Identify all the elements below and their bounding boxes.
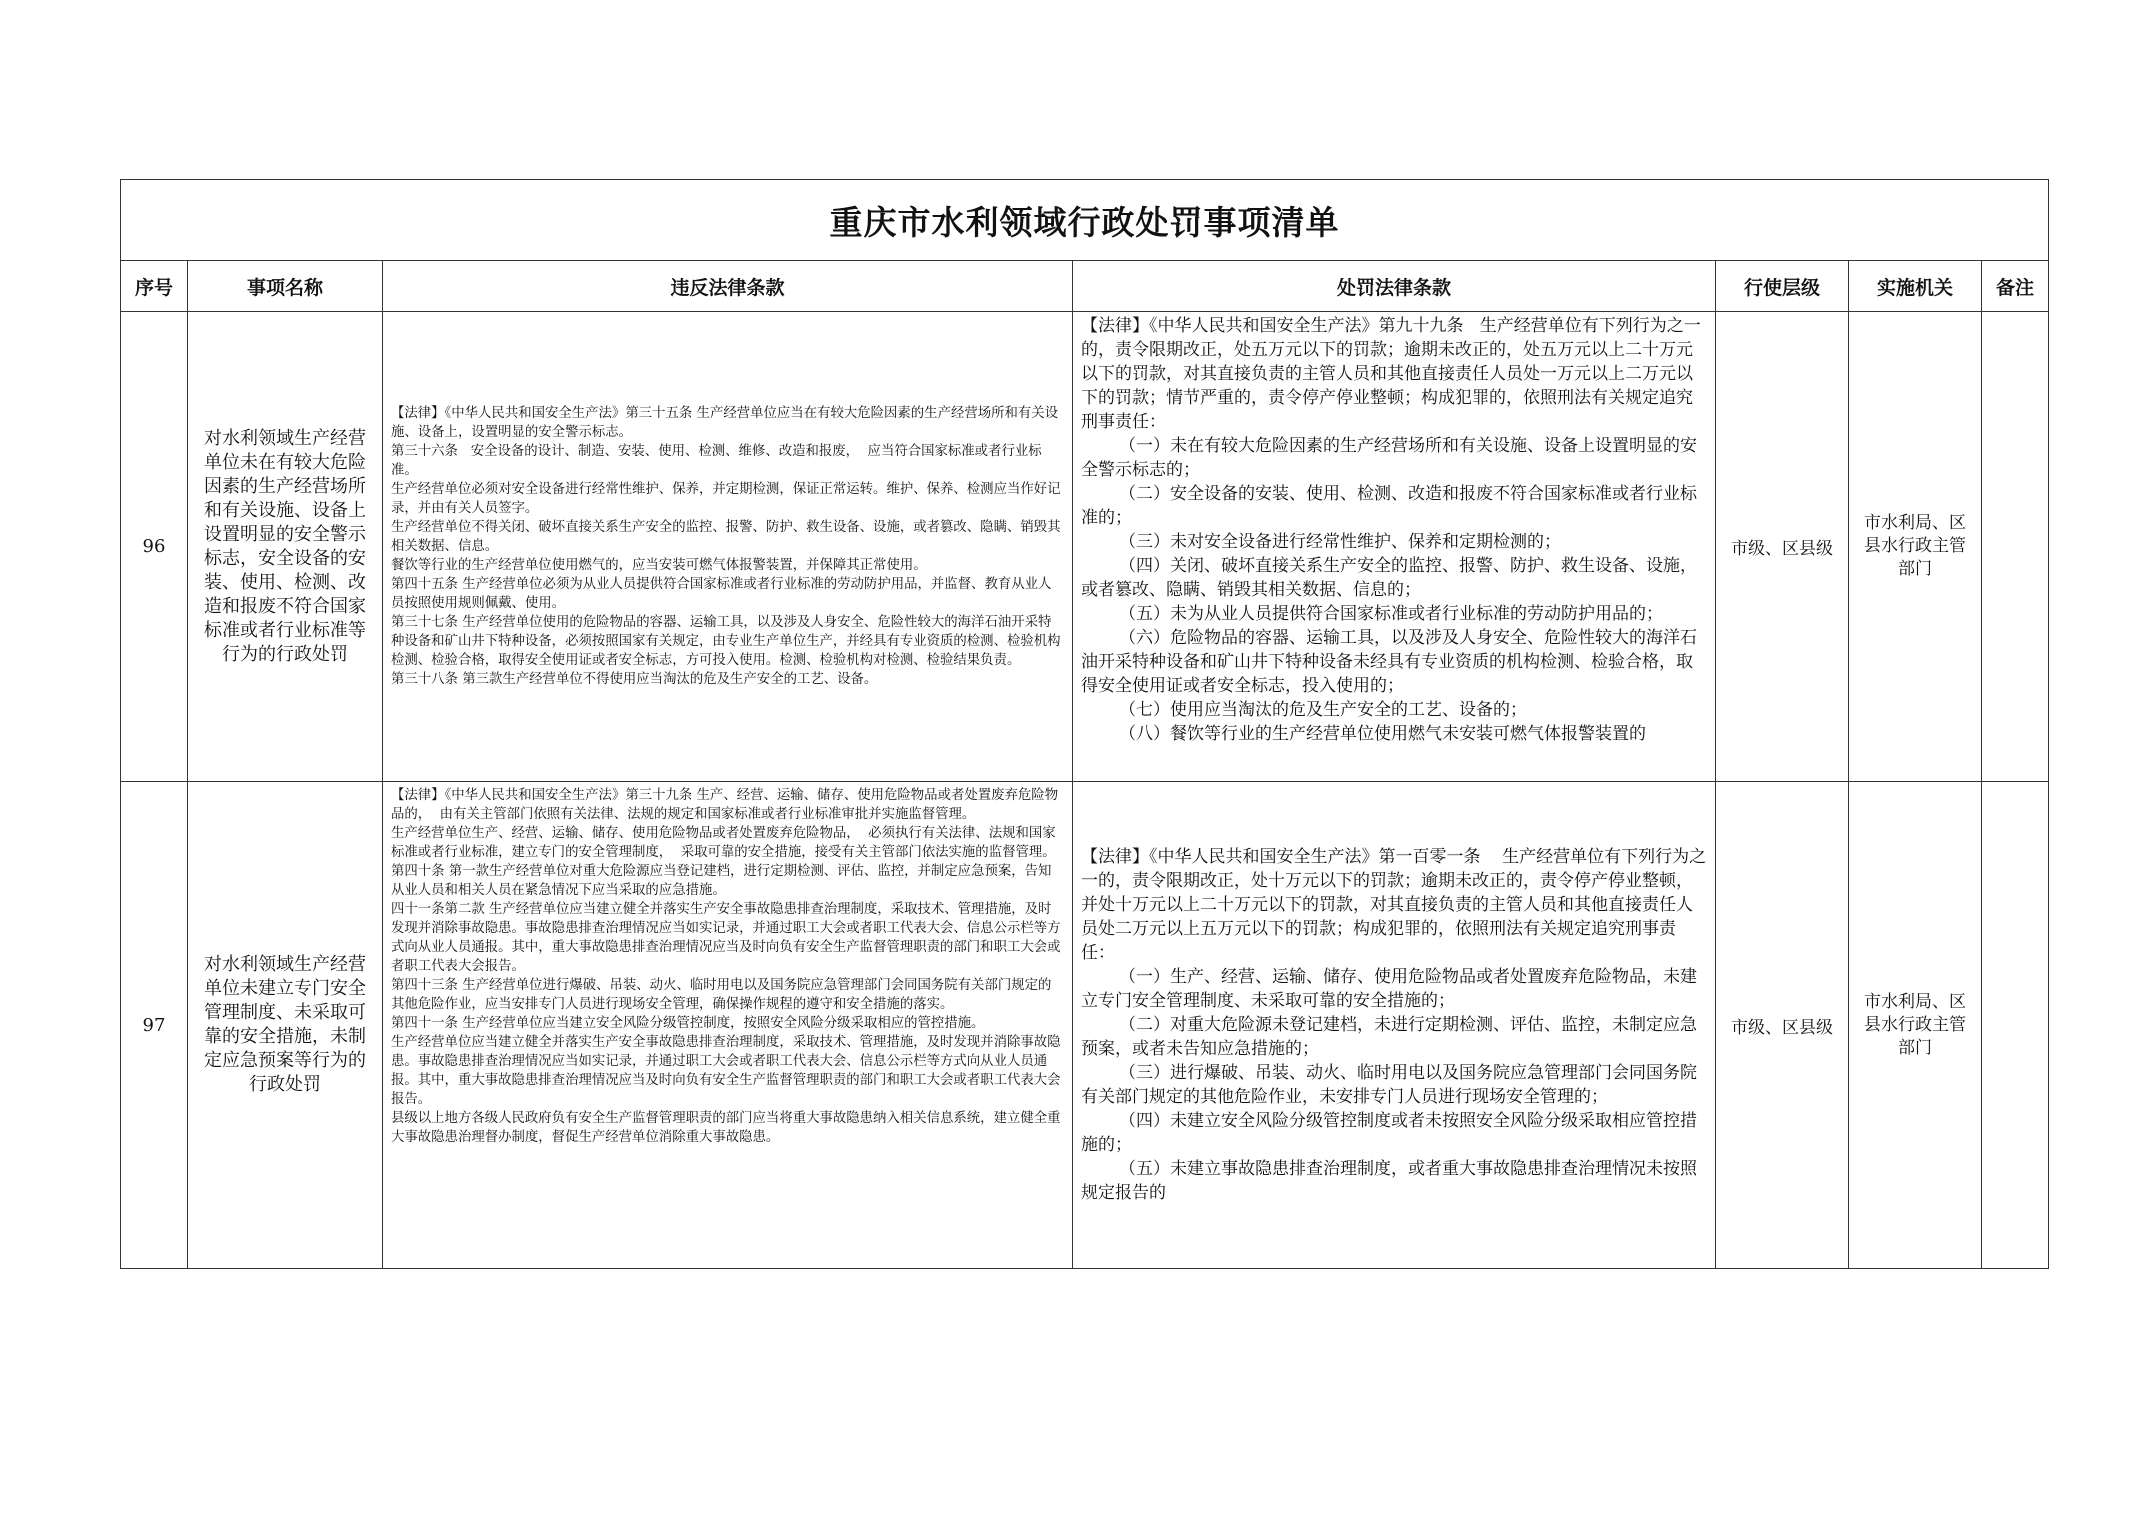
penalty-item: （一）生产、经营、运输、储存、使用危险物品或者处置废弃危险物品，未建立专门安全管理制度、未采取可靠的安全措施的； [1081, 967, 1697, 1011]
penalty-item: （四）未建立安全风险分级管控制度或者未按照安全风险分级采取相应管控措施的； [1081, 1111, 1697, 1155]
row-penalty-clauses [1073, 312, 1716, 782]
row-note [1982, 782, 2049, 1269]
row-level: 市级、区县级 [1716, 782, 1849, 1269]
violation-paragraph: 县级以上地方各级人民政府负有安全生产监督管理职责的部门应当将重大事故隐患纳入相关信息系统，建立健全重大事故隐患治理督办制度，督促生产经营单位消除重大事故隐患。 [391, 1111, 1061, 1145]
violation-paragraph: 生产经营单位应当建立健全并落实生产安全事故隐患排查治理制度，采取技术、管理措施，及时发现并消除事故隐患。事故隐患排查治理情况应当如实记录，并通过职工大会或者职工代表大会、信息公示栏等方式向从业人员通报。其中，重大事故隐患排查治理情况应当及时向负有安全生产监督管理职责的部门和职工大会或者职工代表大会报告。 [391, 1035, 1061, 1107]
violation-paragraph: 第四十条 第一款生产经营单位对重大危险源应当登记建档，进行定期检测、评估、监控，并制定应急预案，告知从业人员和相关人员在紧急情况下应当采取的应急措施。 [391, 864, 1052, 898]
row-violation-clauses [383, 782, 1073, 1269]
violation-paragraph: 第三十八条 第三款生产经营单位不得使用应当淘汰的危及生产安全的工艺、设备。 [391, 672, 878, 687]
header-seq: 序号 [121, 261, 188, 312]
violation-paragraph: 第四十一条 生产经营单位应当建立安全风险分级管控制度，按照安全风险分级采取相应的管控措施。 [391, 1016, 985, 1031]
violation-paragraph: 【法律】《中华人民共和国安全生产法》第三十五条 生产经营单位应当在有较大危险因素的生产经营场所和有关设施、设备上，设置明显的安全警示标志。 [391, 406, 1059, 440]
row-seq: 96 [121, 312, 188, 782]
row-penalty-clauses [1073, 782, 1716, 1269]
penalty-item: （三）进行爆破、吊装、动火、临时用电以及国务院应急管理部门会同国务院有关部门规定的其他危险作业，未安排专门人员进行现场安全管理的； [1081, 1063, 1697, 1107]
penalty-item: （二）安全设备的安装、使用、检测、改造和报废不符合国家标准或者行业标准的； [1081, 484, 1697, 528]
header-agency: 实施机关 [1849, 261, 1982, 312]
header-violation: 违反法律条款 [383, 261, 1073, 312]
penalty-item: （八）餐饮等行业的生产经营单位使用燃气未安装可燃气体报警装置的 [1119, 724, 1646, 744]
header-level: 行使层级 [1716, 261, 1849, 312]
violation-paragraph: 第四十三条 生产经营单位进行爆破、吊装、动火、临时用电以及国务院应急管理部门会同国务院有关部门规定的其他危险作业，应当安排专门人员进行现场安全管理，确保操作规程的遵守和安全措施的落实。 [391, 978, 1052, 1012]
row-violation-clauses [383, 312, 1073, 782]
penalty-item: （四）关闭、破坏直接关系生产安全的监控、报警、防护、救生设备、设施，或者篡改、隐瞒、销毁其相关数据、信息的； [1081, 556, 1697, 600]
violation-paragraph: 生产经营单位不得关闭、破坏直接关系生产安全的监控、报警、防护、救生设备、设施，或者篡改、隐瞒、销毁其相关数据、信息。 [391, 520, 1061, 554]
table-row [121, 782, 2049, 1269]
row-level: 市级、区县级 [1716, 312, 1849, 782]
penalty-item: （七）使用应当淘汰的危及生产安全的工艺、设备的； [1119, 700, 1527, 720]
penalty-item: （五）未建立事故隐患排查治理制度，或者重大事故隐患排查治理情况未按照规定报告的 [1081, 1159, 1697, 1203]
penalty-item: （六）危险物品的容器、运输工具，以及涉及人身安全、危险性较大的海洋石油开采特种设备和矿山井下特种设备未经具有专业资质的机构检测、检验合格，取得安全使用证或者安全标志，投入使用的； [1081, 628, 1697, 696]
document-title: 重庆市水利领域行政处罚事项清单 [121, 180, 2049, 261]
violation-paragraph: 生产经营单位生产、经营、运输、储存、使用危险物品或者处置废弃危险物品， 必须执行有关法律、法规和国家标准或者行业标准，建立专门的安全管理制度， 采取可靠的安全措施，接受有关主管部门依法实施的监督管理。 [391, 826, 1056, 860]
penalty-item: （一）未在有较大危险因素的生产经营场所和有关设施、设备上设置明显的安全警示标志的； [1081, 436, 1697, 480]
violation-paragraph: 第四十五条 生产经营单位必须为从业人员提供符合国家标准或者行业标准的劳动防护用品，并监督、教育从业人员按照使用规则佩戴、使用。 [391, 577, 1052, 611]
row-agency: 市水利局、区县水行政主管部门 [1849, 782, 1982, 1269]
row-seq: 97 [121, 782, 188, 1269]
violation-paragraph: 【法律】《中华人民共和国安全生产法》第三十九条 生产、经营、运输、储存、使用危险物品或者处置废弃危险物品的， 由有关主管部门依照有关法律、法规的规定和国家标准或者行业标准审批并实施监督管理。 [391, 788, 1059, 822]
row-agency: 市水利局、区县水行政主管部门 [1849, 312, 1982, 782]
penalty-item: （三）未对安全设备进行经常性维护、保养和定期检测的； [1119, 532, 1561, 552]
violation-paragraph: 四十一条第二款 生产经营单位应当建立健全并落实生产安全事故隐患排查治理制度，采取技术、管理措施，及时发现并消除事故隐患。事故隐患排查治理情况应当如实记录，并通过职工大会或者职工代表大会、信息公示栏等方式向从业人员通报。其中，重大事故隐患排查治理情况应当及时向负有安全生产监督管理职责的部门和职工大会或者职工代表大会报告。 [391, 902, 1061, 974]
violation-paragraph: 餐饮等行业的生产经营单位使用燃气的，应当安装可燃气体报警装置，并保障其正常使用。 [391, 558, 927, 573]
header-item-name: 事项名称 [188, 261, 383, 312]
row-item-name: 对水利领域生产经营单位未建立专门安全管理制度、未采取可靠的安全措施，未制定应急预案等行为的行政处罚 [188, 782, 383, 1269]
table-row [121, 312, 2049, 782]
violation-paragraph: 第三十七条 生产经营单位使用的危险物品的容器、运输工具，以及涉及人身安全、危险性较大的海洋石油开采特种设备和矿山井下特种设备，必须按照国家有关规定，由专业生产单位生产，并经具有专业资质的检测、检验机构检测、检验合格，取得安全使用证或者安全标志，方可投入使用。检测、检验机构对检测、检验结果负责。 [391, 615, 1061, 668]
penalty-list-table [120, 179, 2049, 1269]
header-row [121, 261, 2049, 312]
penalty-item: （五）未为从业人员提供符合国家标准或者行业标准的劳动防护用品的； [1119, 604, 1663, 624]
penalty-item: （二）对重大危险源未登记建档，未进行定期检测、评估、监控，未制定应急预案，或者未告知应急措施的； [1081, 1015, 1697, 1059]
header-note: 备注 [1982, 261, 2049, 312]
violation-paragraph: 生产经营单位必须对安全设备进行经常性维护、保养，并定期检测，保证正常运转。维护、保养、检测应当作好记录，并由有关人员签字。 [391, 482, 1061, 516]
header-penalty: 处罚法律条款 [1073, 261, 1716, 312]
row-note [1982, 312, 2049, 782]
penalty-lead: 【法律】《中华人民共和国安全生产法》第九十九条 生产经营单位有下列行为之一的，责令限期改正，处五万元以下的罚款；逾期未改正的，处五万元以上二十万元以下的罚款，对其直接负责的主管人员和其他直接责任人员处一万元以上二万元以下的罚款；情节严重的，责令停产停业整顿；构成犯罪的，依照刑法有关规定追究刑事责任： [1081, 316, 1701, 432]
row-item-name: 对水利领域生产经营单位未在有较大危险因素的生产经营场所和有关设施、设备上设置明显的安全警示标志，安全设备的安装、使用、检测、改造和报废不符合国家标准或者行业标准等行为的行政处罚 [188, 312, 383, 782]
violation-paragraph: 第三十六条 安全设备的设计、制造、安装、使用、检测、维修、改造和报废， 应当符合国家标准或者行业标准。 [391, 444, 1042, 478]
penalty-lead: 【法律】《中华人民共和国安全生产法》第一百零一条 生产经营单位有下列行为之一的，责令限期改正，处十万元以下的罚款；逾期未改正的，责令停产停业整顿，并处十万元以上二十万元以下的罚款，对其直接负责的主管人员和其他直接责任人员处二万元以上五万元以下的罚款；构成犯罪的，依照刑法有关规定追究刑事责任： [1081, 847, 1707, 963]
